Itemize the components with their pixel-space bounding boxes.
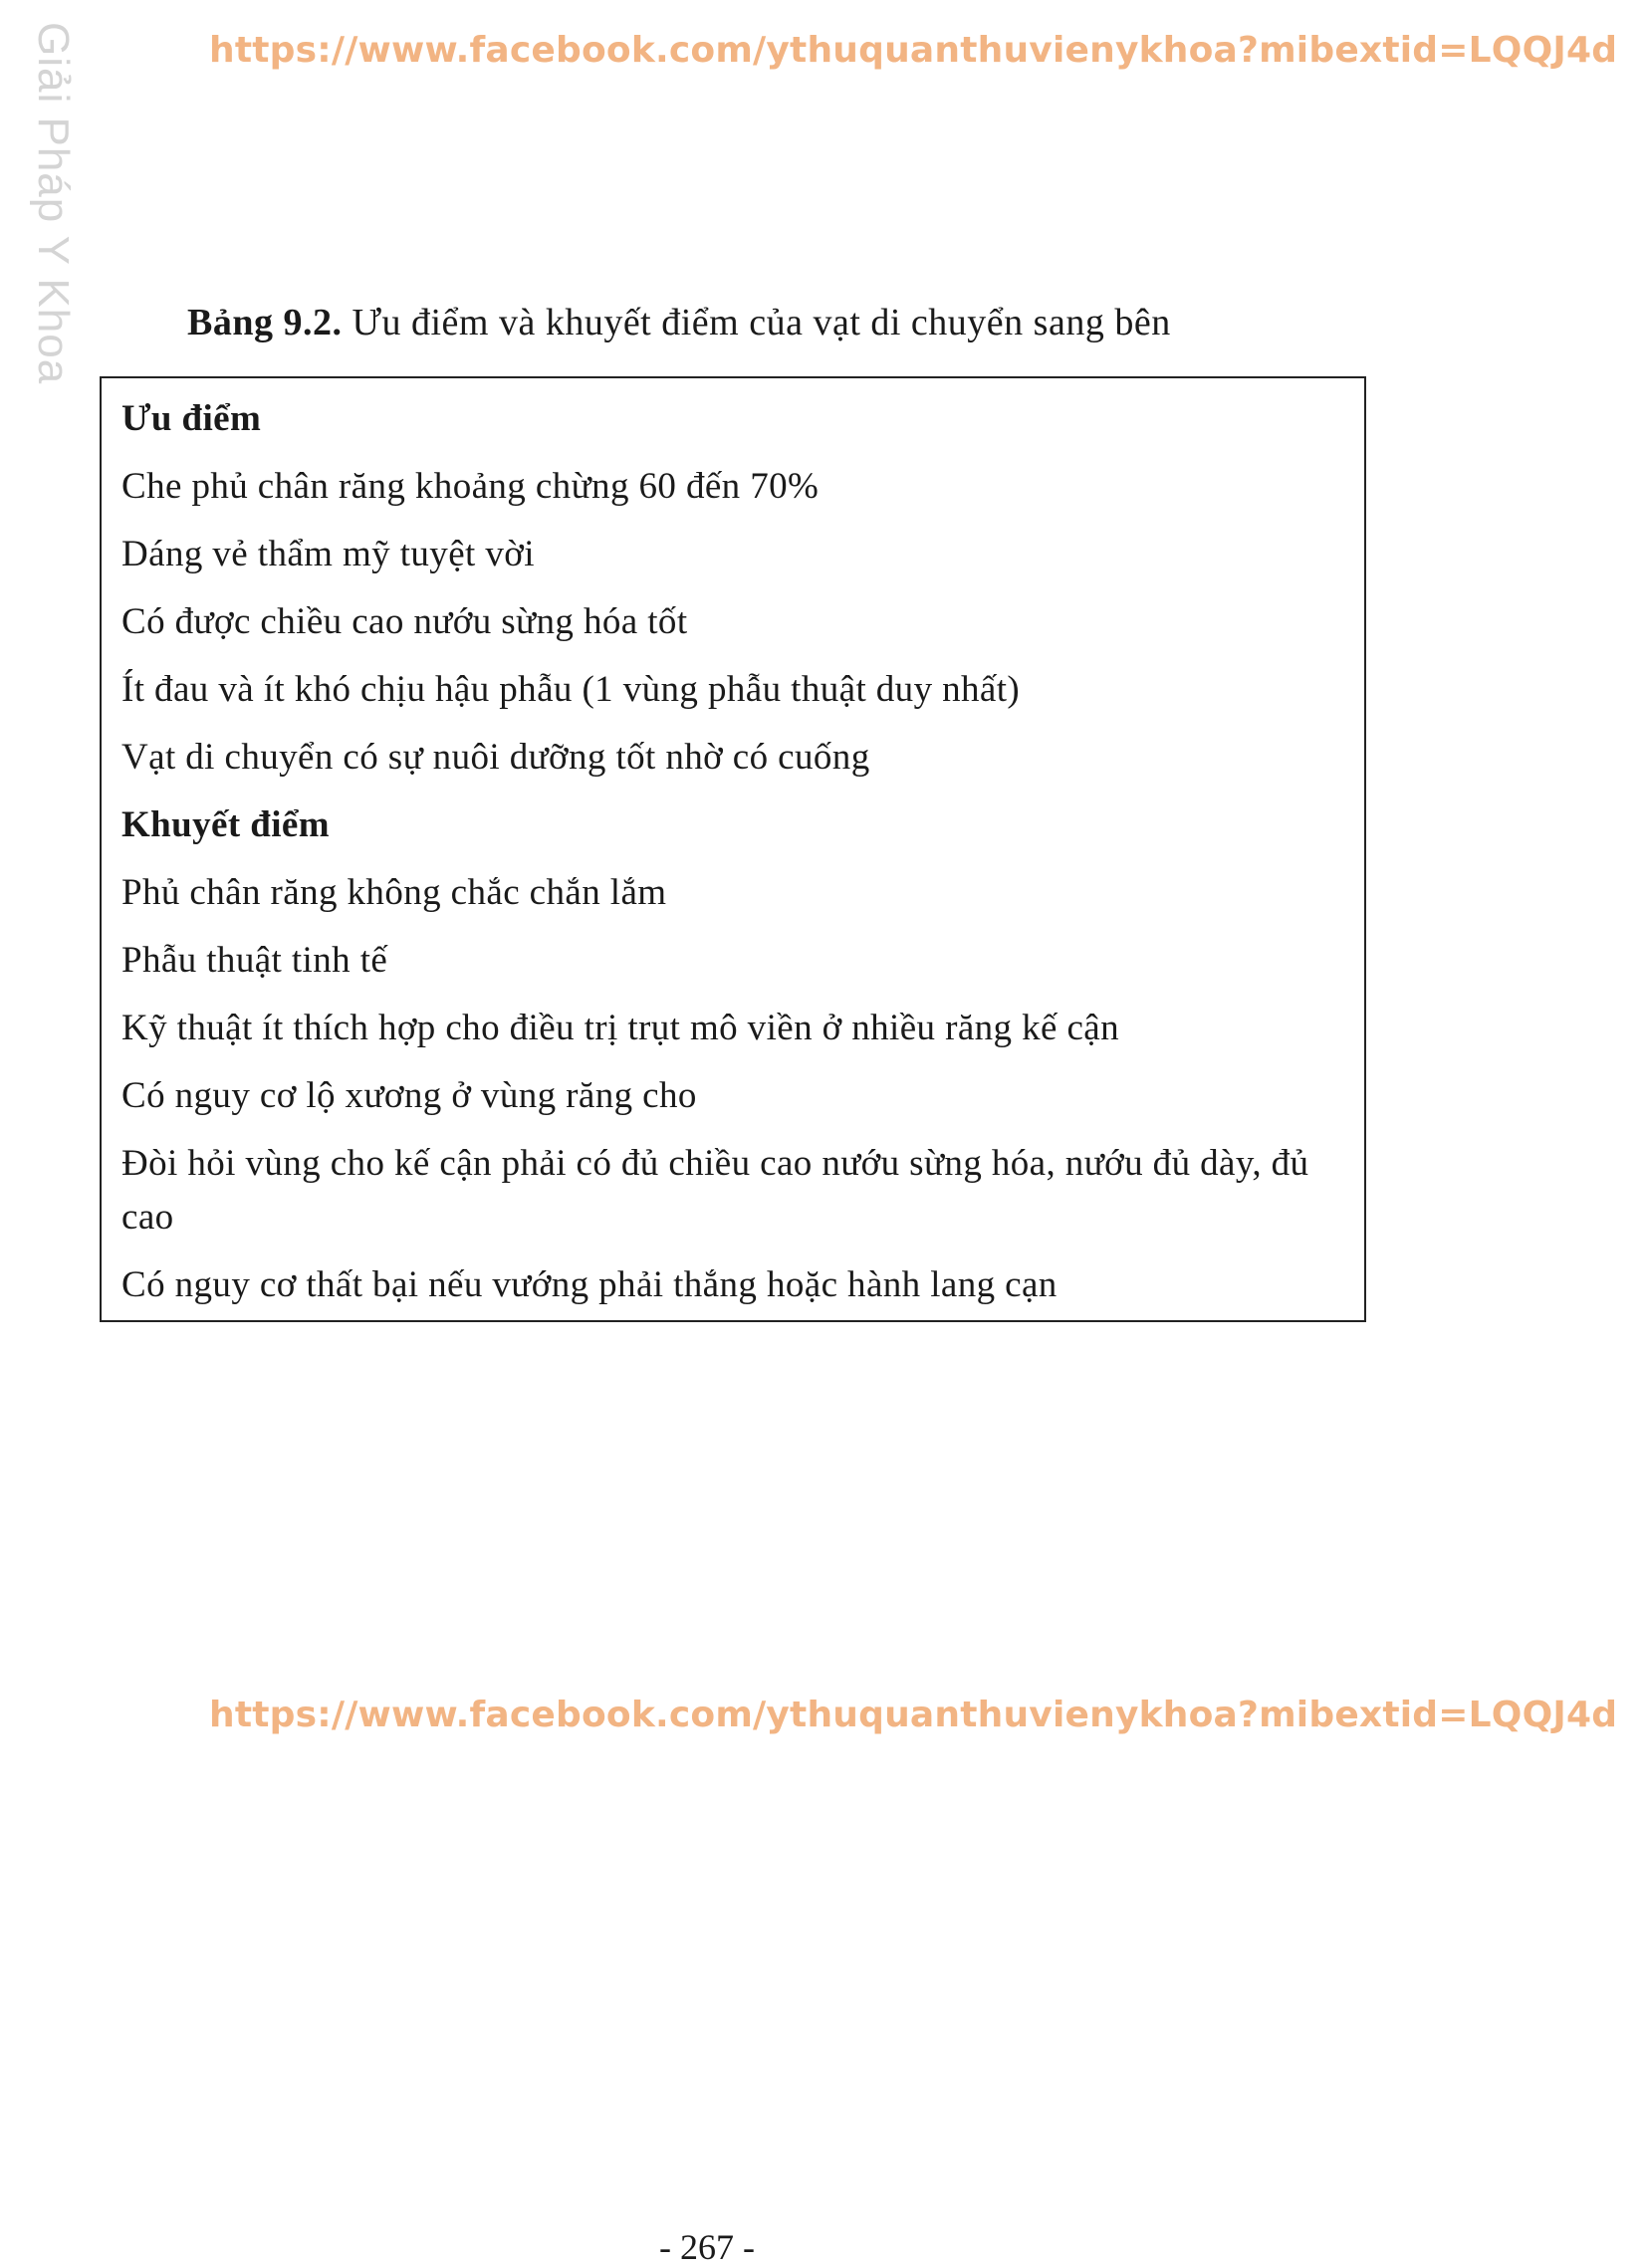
page-number: - 267 - <box>659 2227 755 2267</box>
advantage-item: Ít đau và ít khó chịu hậu phẫu (1 vùng phẫu thuật duy nhất) <box>121 669 1021 710</box>
disadvantage-item: Đòi hỏi vùng cho kế cận phải có đủ chiều cao nướu sừng hóa, nướu đủ dày, đủ cao <box>121 1143 1309 1238</box>
disadvantages-heading: Khuyết điểm <box>121 804 330 845</box>
top-url-watermark: https://www.facebook.com/ythuquanthuvienykhoa?mibextid=LQQJ4d <box>209 30 1618 71</box>
table-caption-text: Ưu điểm và khuyết điểm của vạt di chuyển sang bên <box>342 302 1171 343</box>
comparison-table <box>100 376 1366 1322</box>
table-caption-label: Bảng 9.2. <box>187 302 343 343</box>
advantages-heading: Ưu điểm <box>121 398 262 439</box>
bottom-url-watermark: https://www.facebook.com/ythuquanthuvienykhoa?mibextid=LQQJ4d <box>209 1695 1618 1735</box>
advantage-item: Có được chiều cao nướu sừng hóa tốt <box>121 601 688 642</box>
advantage-item: Vạt di chuyển có sự nuôi dưỡng tốt nhờ có cuống <box>121 737 870 778</box>
disadvantage-item: Phẫu thuật tinh tế <box>121 940 388 981</box>
advantage-item: Che phủ chân răng khoảng chừng 60 đến 70% <box>121 466 820 507</box>
disadvantage-item: Phủ chân răng không chắc chắn lắm <box>121 872 667 913</box>
side-watermark-text: Giải Pháp Y Khoa <box>29 22 78 385</box>
disadvantage-item: Kỹ thuật ít thích hợp cho điều trị trụt mô viền ở nhiều răng kế cận <box>121 1008 1120 1048</box>
advantage-item: Dáng vẻ thẩm mỹ tuyệt vời <box>121 534 535 574</box>
table-caption <box>187 301 1171 344</box>
disadvantage-item: Có nguy cơ thất bại nếu vướng phải thắng hoặc hành lang cạn <box>121 1264 1058 1305</box>
disadvantage-item: Có nguy cơ lộ xương ở vùng răng cho <box>121 1075 697 1116</box>
